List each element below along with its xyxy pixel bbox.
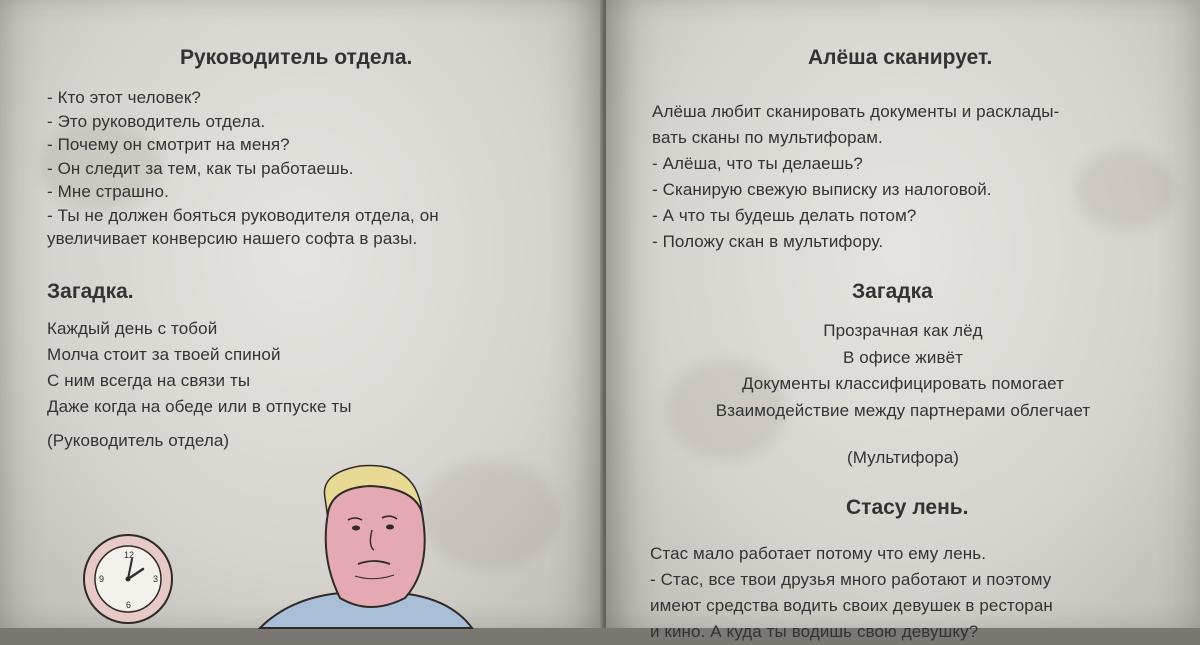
right-riddle-answer: (Мультифора) bbox=[846, 448, 960, 467]
clock-illustration bbox=[80, 532, 180, 628]
stas-title: Стасу лень. bbox=[846, 496, 969, 519]
clock-number: 12 bbox=[124, 550, 135, 560]
dialogue-line: - Это руководитель отдела. bbox=[47, 111, 266, 131]
riddle-line: Даже когда на обеде или в отпуске ты bbox=[47, 397, 352, 416]
clock-number: 6 bbox=[126, 600, 132, 610]
story-line: имеют средства водить своих девушек в ресторан bbox=[650, 596, 1053, 615]
story-line: - Алёша, что ты делаешь? bbox=[652, 154, 863, 173]
right-title: Алёша сканирует. bbox=[808, 46, 993, 69]
dialogue-line: - Кто этот человек? bbox=[47, 88, 201, 107]
story-line: Алёша любит сканировать документы и расклады- bbox=[652, 102, 1060, 121]
riddle-line: Взаимодействие между партнерами облегчает bbox=[715, 400, 1091, 420]
left-page bbox=[0, 0, 604, 628]
dialogue-block bbox=[47, 86, 439, 251]
story-block bbox=[652, 99, 1059, 255]
dialogue-line: - Мне страшно. bbox=[47, 182, 169, 201]
riddle-answer: (Руководитель отдела) bbox=[47, 431, 230, 450]
stas-story-block bbox=[650, 541, 1053, 645]
manager-illustration bbox=[250, 458, 480, 628]
riddle-line: Прозрачная как лёд bbox=[823, 321, 983, 340]
right-page bbox=[606, 0, 1200, 641]
riddle-line: В офисе живёт bbox=[842, 347, 964, 367]
clock-number: 9 bbox=[99, 574, 105, 584]
story-line: - Положу скан в мультифору. bbox=[652, 232, 884, 251]
riddle-line: Документы классифицировать помогает bbox=[741, 374, 1065, 393]
riddle-line: Молча стоит за твоей спиной bbox=[47, 345, 281, 364]
riddle-title: Загадка. bbox=[47, 280, 134, 303]
left-title: Руководитель отдела. bbox=[180, 46, 413, 69]
story-line: - А что ты будешь делать потом? bbox=[652, 206, 917, 225]
dialogue-line: - Он следит за тем, как ты работаешь. bbox=[47, 158, 354, 178]
riddle-block bbox=[47, 316, 352, 420]
riddle-line: Каждый день с тобой bbox=[47, 319, 218, 338]
story-line: - Стас, все твои друзья много работают и поэтому bbox=[650, 570, 1052, 589]
story-line: - Сканирую свежую выписку из налоговой. bbox=[652, 180, 992, 199]
dialogue-line: - Почему он смотрит на меня? bbox=[47, 135, 290, 154]
story-line: Стас мало работает потому что ему лень. bbox=[650, 544, 987, 563]
dialogue-line: - Ты не должен бояться руководителя отдела, он bbox=[47, 205, 439, 225]
story-line: и кино. А куда ты водишь свою девушку? bbox=[650, 622, 979, 641]
right-riddle-title: Загадка bbox=[852, 280, 933, 303]
story-line: вать сканы по мультифорам. bbox=[652, 128, 883, 147]
dialogue-line: увеличивает конверсию нашего софта в разы. bbox=[47, 229, 418, 248]
clock-number: 3 bbox=[153, 574, 159, 584]
riddle-line: С ним всегда на связи ты bbox=[47, 371, 251, 390]
right-riddle-block bbox=[630, 318, 1176, 424]
